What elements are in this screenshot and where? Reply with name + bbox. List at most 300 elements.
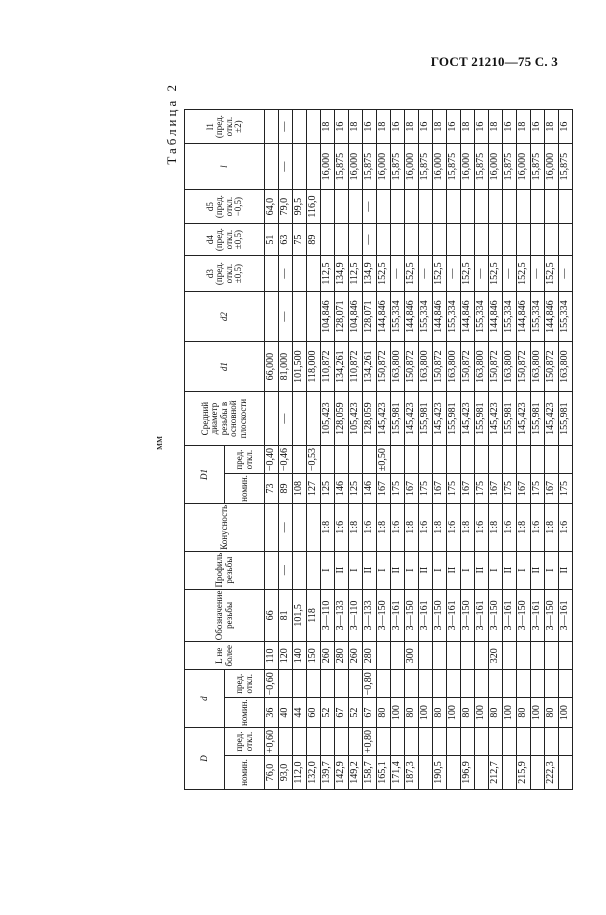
cell-d2: 155,334: [447, 292, 461, 342]
cell-l: [391, 642, 405, 670]
cell-l1: [293, 110, 307, 144]
cell-des: З—150: [545, 589, 559, 642]
cell-d1dev: −0,46: [279, 446, 293, 474]
cell-mean: 105,423: [349, 392, 363, 446]
cell-l1: 16: [503, 110, 517, 144]
cell-l1: 16: [475, 110, 489, 144]
cell-ddev: [517, 728, 531, 756]
cell-l: 140: [293, 642, 307, 670]
cell-d: 190,5: [433, 756, 447, 790]
col-D1: D1: [185, 446, 225, 504]
cell-d3: —: [391, 256, 405, 292]
cell-taper: 1:8: [517, 503, 531, 551]
cell-prof: —: [279, 551, 293, 589]
cell-l: 15,875: [391, 144, 405, 190]
cell-l: [531, 642, 545, 670]
cell-d: 100: [447, 698, 461, 728]
cell-d1dev: −0,40: [265, 446, 279, 474]
col-L: L не более: [185, 642, 265, 670]
cell-l1: 16: [531, 110, 545, 144]
cell-d3: 152,5: [461, 256, 475, 292]
cell-prof: II: [531, 551, 545, 589]
cell-l1: 18: [489, 110, 503, 144]
cell-d2: 155,334: [503, 292, 517, 342]
cell-d: 67: [335, 698, 349, 728]
cell-d1: 146: [335, 474, 349, 504]
cell-d4: [405, 224, 419, 256]
cell-ddev: [545, 670, 559, 698]
col-mean-diameter: Средний диаметр резьбы в основной плоскости: [185, 392, 265, 446]
cell-des: З—161: [531, 589, 545, 642]
cell-l1: 16: [447, 110, 461, 144]
cell-ddev: [391, 728, 405, 756]
cell-taper: 1:6: [363, 503, 377, 551]
cell-l: 280: [335, 642, 349, 670]
cell-d1dev: [363, 446, 377, 474]
cell-des: З—150: [489, 589, 503, 642]
cell-d: 132,0: [307, 756, 321, 790]
cell-d4: [419, 224, 433, 256]
cell-taper: 1:8: [349, 503, 363, 551]
cell-des: З—161: [419, 589, 433, 642]
cell-ddev: [559, 670, 573, 698]
cell-d1: 163,800: [531, 342, 545, 392]
cell-ddev: [461, 728, 475, 756]
cell-mean: 145,423: [545, 392, 559, 446]
cell-l: 15,875: [531, 144, 545, 190]
table-row: [461, 110, 475, 790]
cell-d4: [391, 224, 405, 256]
col-d-nom: номин.: [225, 698, 265, 728]
cell-d: 100: [475, 698, 489, 728]
cell-prof: I: [405, 551, 419, 589]
cell-d1: 163,800: [503, 342, 517, 392]
cell-prof: I: [433, 551, 447, 589]
table-row: [517, 110, 531, 790]
cell-d1: 73: [265, 474, 279, 504]
cell-d5: [559, 190, 573, 224]
cell-l: 16,000: [405, 144, 419, 190]
cell-mean: 145,423: [517, 392, 531, 446]
cell-d2: 144,846: [517, 292, 531, 342]
cell-l: 16,000: [461, 144, 475, 190]
cell-mean: 155,981: [419, 392, 433, 446]
cell-mean: [265, 392, 279, 446]
cell-d2: [307, 292, 321, 342]
col-d1: d1: [185, 342, 265, 392]
cell-d5: [475, 190, 489, 224]
cell-d1: 175: [391, 474, 405, 504]
cell-d1dev: [559, 446, 573, 474]
col-d4: d4 (пред. откл. ±0,5): [185, 224, 265, 256]
cell-d2: [265, 292, 279, 342]
cell-d: 40: [279, 698, 293, 728]
cell-des: З—110: [349, 589, 363, 642]
cell-l: [447, 642, 461, 670]
cell-mean: 145,423: [489, 392, 503, 446]
cell-d5: [349, 190, 363, 224]
cell-d: 44: [293, 698, 307, 728]
cell-prof: II: [391, 551, 405, 589]
cell-ddev: [475, 728, 489, 756]
table-row: [307, 110, 321, 790]
cell-d4: [531, 224, 545, 256]
cell-taper: 1:6: [447, 503, 461, 551]
cell-prof: [307, 551, 321, 589]
cell-d1: 167: [461, 474, 475, 504]
cell-l1: 16: [363, 110, 377, 144]
cell-d1: 163,800: [559, 342, 573, 392]
cell-taper: 1:8: [377, 503, 391, 551]
cell-mean: 155,981: [503, 392, 517, 446]
cell-d1: 163,800: [419, 342, 433, 392]
cell-d3: —: [475, 256, 489, 292]
cell-d5: 79,0: [279, 190, 293, 224]
table-row: [391, 110, 405, 790]
cell-taper: 1:8: [489, 503, 503, 551]
cell-ddev: [545, 728, 559, 756]
cell-mean: 145,423: [405, 392, 419, 446]
cell-ddev: [279, 670, 293, 698]
cell-taper: 1:6: [559, 503, 573, 551]
cell-taper: 1:8: [405, 503, 419, 551]
cell-l: 16,000: [489, 144, 503, 190]
cell-prof: I: [349, 551, 363, 589]
cell-d2: 144,846: [377, 292, 391, 342]
cell-d: 100: [531, 698, 545, 728]
cell-d2: 144,846: [461, 292, 475, 342]
cell-d1: 125: [349, 474, 363, 504]
cell-d4: [461, 224, 475, 256]
cell-d2: 128,071: [335, 292, 349, 342]
cell-d3: [265, 256, 279, 292]
cell-l: [293, 144, 307, 190]
cell-ddev: [517, 670, 531, 698]
cell-d5: 116,0: [307, 190, 321, 224]
col-D-nom: номин.: [225, 756, 265, 790]
cell-d1: 134,261: [363, 342, 377, 392]
cell-d5: [377, 190, 391, 224]
cell-l: [503, 642, 517, 670]
cell-d1dev: −0,53: [307, 446, 321, 474]
cell-d3: 152,5: [545, 256, 559, 292]
cell-d1: 150,872: [461, 342, 475, 392]
cell-ddev: [293, 670, 307, 698]
cell-d2: 144,846: [489, 292, 503, 342]
cell-d3: 152,5: [433, 256, 447, 292]
cell-d: 80: [377, 698, 391, 728]
cell-l: [377, 642, 391, 670]
cell-d: 67: [363, 698, 377, 728]
cell-d3: 152,5: [405, 256, 419, 292]
cell-ddev: [447, 728, 461, 756]
cell-ddev: [461, 670, 475, 698]
table-row: [489, 110, 503, 790]
col-d3: d3 (пред. откл. ±0,5): [185, 256, 265, 292]
cell-l1: 18: [405, 110, 419, 144]
cell-ddev: [321, 728, 335, 756]
cell-ddev: [377, 728, 391, 756]
cell-ddev: [335, 670, 349, 698]
table-row: [447, 110, 461, 790]
cell-d1: 163,800: [391, 342, 405, 392]
cell-d4: —: [363, 224, 377, 256]
cell-d: 149,2: [349, 756, 363, 790]
cell-l: [475, 642, 489, 670]
page-header: ГОСТ 21210—75 С. 3: [430, 54, 558, 69]
table-row: [475, 110, 489, 790]
cell-d3: [293, 256, 307, 292]
cell-d1dev: [475, 446, 489, 474]
cell-d: [475, 756, 489, 790]
cell-mean: 155,981: [559, 392, 573, 446]
cell-l1: 16: [391, 110, 405, 144]
cell-d1: 150,872: [489, 342, 503, 392]
cell-d1: 175: [559, 474, 573, 504]
cell-d1: 134,261: [335, 342, 349, 392]
cell-des: З—150: [433, 589, 447, 642]
cell-d5: [447, 190, 461, 224]
unit-label: мм: [153, 436, 165, 450]
cell-l1: 18: [349, 110, 363, 144]
cell-d5: [391, 190, 405, 224]
cell-d: 215,9: [517, 756, 531, 790]
cell-d5: [503, 190, 517, 224]
cell-des: З—133: [363, 589, 377, 642]
cell-ddev: [293, 728, 307, 756]
cell-d1: 89: [279, 474, 293, 504]
cell-mean: —: [279, 392, 293, 446]
col-D-dev: пред. откл.: [225, 728, 265, 756]
col-d: d: [185, 670, 225, 728]
cell-l: [545, 642, 559, 670]
cell-des: 101,5: [293, 589, 307, 642]
cell-d: 80: [545, 698, 559, 728]
cell-d: [419, 756, 433, 790]
cell-d5: —: [363, 190, 377, 224]
cell-l1: 18: [545, 110, 559, 144]
cell-ddev: [405, 728, 419, 756]
cell-ddev: +0,80: [363, 728, 377, 756]
cell-d3: —: [279, 256, 293, 292]
cell-l1: 18: [377, 110, 391, 144]
cell-d4: [475, 224, 489, 256]
cell-d1: 150,872: [377, 342, 391, 392]
cell-d1: 167: [405, 474, 419, 504]
cell-taper: 1:6: [475, 503, 489, 551]
cell-l: 150: [307, 642, 321, 670]
cell-d: [531, 756, 545, 790]
table-body: [265, 110, 573, 790]
cell-d1: 118,000: [307, 342, 321, 392]
table-row: [293, 110, 307, 790]
cell-d1: 167: [377, 474, 391, 504]
cell-d3: 152,5: [517, 256, 531, 292]
table-row: [265, 110, 279, 790]
cell-mean: [307, 392, 321, 446]
cell-d1dev: [433, 446, 447, 474]
table-row: [349, 110, 363, 790]
cell-d4: [335, 224, 349, 256]
cell-d1: 167: [489, 474, 503, 504]
cell-d2: 104,846: [349, 292, 363, 342]
cell-l: [559, 642, 573, 670]
table-row: [377, 110, 391, 790]
cell-d2: 155,334: [391, 292, 405, 342]
cell-d1dev: [391, 446, 405, 474]
cell-d2: 155,334: [419, 292, 433, 342]
cell-des: З—161: [391, 589, 405, 642]
cell-d1dev: [349, 446, 363, 474]
cell-d: 165,1: [377, 756, 391, 790]
cell-des: З—150: [461, 589, 475, 642]
cell-d1: 175: [447, 474, 461, 504]
cell-d1: 163,800: [475, 342, 489, 392]
cell-d3: —: [503, 256, 517, 292]
cell-d1: 101,500: [293, 342, 307, 392]
cell-des: З—110: [321, 589, 335, 642]
cell-d2: 155,334: [475, 292, 489, 342]
cell-d1dev: [517, 446, 531, 474]
cell-d: 36: [265, 698, 279, 728]
cell-l1: 18: [433, 110, 447, 144]
cell-d: 100: [391, 698, 405, 728]
cell-l1: 16: [419, 110, 433, 144]
cell-ddev: [391, 670, 405, 698]
cell-prof: II: [419, 551, 433, 589]
cell-l: 15,875: [363, 144, 377, 190]
cell-d3: 112,5: [349, 256, 363, 292]
cell-prof: II: [475, 551, 489, 589]
cell-d3: —: [419, 256, 433, 292]
table-row: [433, 110, 447, 790]
cell-mean: 155,981: [447, 392, 461, 446]
cell-mean: 145,423: [433, 392, 447, 446]
cell-mean: 105,423: [321, 392, 335, 446]
cell-d3: —: [559, 256, 573, 292]
cell-d1: 150,872: [433, 342, 447, 392]
cell-d1: 150,872: [545, 342, 559, 392]
cell-d1: 110,872: [321, 342, 335, 392]
cell-des: 81: [279, 589, 293, 642]
cell-d2: 155,334: [531, 292, 545, 342]
cell-ddev: [349, 728, 363, 756]
cell-d1dev: [461, 446, 475, 474]
cell-ddev: [349, 670, 363, 698]
cell-des: 118: [307, 589, 321, 642]
cell-taper: [265, 503, 279, 551]
cell-d4: [377, 224, 391, 256]
col-D1-nom: номин.: [225, 474, 265, 504]
cell-des: З—150: [517, 589, 531, 642]
cell-l1: [265, 110, 279, 144]
cell-l: 320: [489, 642, 503, 670]
cell-d1: 175: [503, 474, 517, 504]
cell-d5: [321, 190, 335, 224]
cell-d2: 144,846: [433, 292, 447, 342]
cell-d: [503, 756, 517, 790]
cell-d5: [461, 190, 475, 224]
cell-d: [559, 756, 573, 790]
cell-d: [447, 756, 461, 790]
cell-d: 222,3: [545, 756, 559, 790]
col-d2: d2: [185, 292, 265, 342]
cell-l: [461, 642, 475, 670]
cell-taper: 1:6: [335, 503, 349, 551]
cell-d1: 167: [545, 474, 559, 504]
cell-mean: [293, 392, 307, 446]
cell-d: 158,7: [363, 756, 377, 790]
cell-prof: II: [363, 551, 377, 589]
cell-l: 16,000: [545, 144, 559, 190]
col-d-dev: пред. откл.: [225, 670, 265, 698]
cell-ddev: [433, 728, 447, 756]
cell-d5: [517, 190, 531, 224]
cell-taper: 1:8: [433, 503, 447, 551]
cell-ddev: [503, 670, 517, 698]
cell-d5: 99,5: [293, 190, 307, 224]
cell-l: 300: [405, 642, 419, 670]
cell-l1: [307, 110, 321, 144]
cell-d5: [545, 190, 559, 224]
cell-d5: [419, 190, 433, 224]
cell-d4: [489, 224, 503, 256]
cell-ddev: [419, 670, 433, 698]
cell-l: 15,875: [335, 144, 349, 190]
cell-l1: —: [279, 110, 293, 144]
cell-ddev: [307, 728, 321, 756]
cell-d1: 110,872: [349, 342, 363, 392]
table-row: [363, 110, 377, 790]
cell-des: З—161: [475, 589, 489, 642]
rotated-table-area: [153, 82, 571, 790]
table-row: [419, 110, 433, 790]
cell-d1: 127: [307, 474, 321, 504]
cell-l1: 18: [461, 110, 475, 144]
cell-d1dev: ±0,50: [377, 446, 391, 474]
cell-l1: 16: [559, 110, 573, 144]
cell-l: 260: [321, 642, 335, 670]
cell-d1: 175: [531, 474, 545, 504]
cell-d: 52: [349, 698, 363, 728]
cell-prof: II: [503, 551, 517, 589]
table-row: [545, 110, 559, 790]
cell-l: 16,000: [377, 144, 391, 190]
cell-prof: II: [335, 551, 349, 589]
col-taper: Конусность: [185, 503, 265, 551]
cell-d3: [307, 256, 321, 292]
cell-prof: I: [321, 551, 335, 589]
cell-d: 112,0: [293, 756, 307, 790]
cell-l: [433, 642, 447, 670]
cell-d: 142,9: [335, 756, 349, 790]
cell-l: 280: [363, 642, 377, 670]
cell-d1dev: [419, 446, 433, 474]
cell-ddev: −0,60: [265, 670, 279, 698]
cell-taper: 1:6: [391, 503, 405, 551]
cell-l: [419, 642, 433, 670]
cell-ddev: [447, 670, 461, 698]
cell-prof: [265, 551, 279, 589]
cell-d3: —: [531, 256, 545, 292]
cell-l1: 16: [335, 110, 349, 144]
cell-d1dev: [335, 446, 349, 474]
cell-d2: 144,846: [405, 292, 419, 342]
col-d5: d5 (пред. откл. −0,5): [185, 190, 265, 224]
cell-d4: [545, 224, 559, 256]
cell-d1: 125: [321, 474, 335, 504]
cell-l: [307, 144, 321, 190]
